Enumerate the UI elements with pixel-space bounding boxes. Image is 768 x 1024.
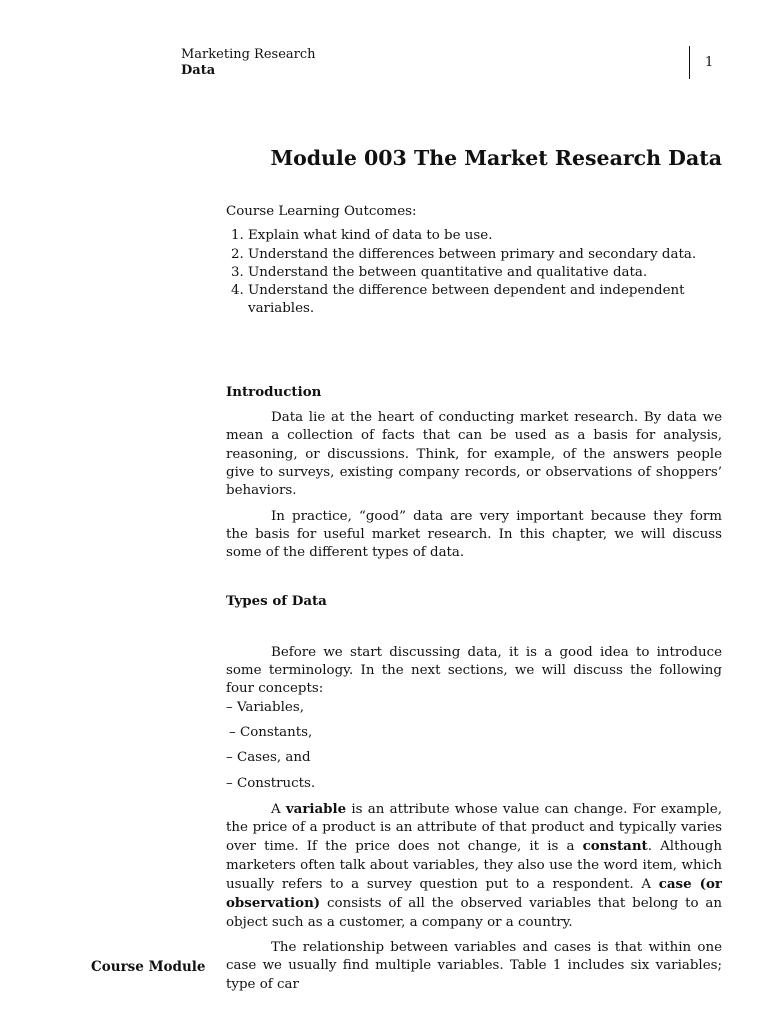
outcome-item: 3. Understand the between quantitative and qualitative data.: [248, 264, 722, 282]
introduction-paragraph: In practice, “good” data are very important because they form the basis for useful market research. In this chapter, we will discuss some of the different types of data.: [226, 508, 722, 561]
text-run: consists of all the observed variables that belong to an object such as a customer, a company or a country.: [226, 896, 722, 930]
running-header: [181, 47, 316, 79]
concept-item: – Constructs.: [226, 775, 316, 791]
text-run: . Although marketers often talk about variables, they also use the word item, which usually refers to a survey question put to a respondent. A: [226, 839, 722, 893]
term-constant: constant: [582, 838, 648, 855]
types-of-data-heading: Types of Data: [226, 593, 327, 610]
concept-item: – Variables,: [226, 699, 304, 715]
variable-definition-paragraph: [226, 800, 722, 932]
introduction-heading: Introduction: [226, 383, 322, 400]
page-number: 1: [705, 55, 714, 70]
outcome-item: 2. Understand the differences between primary and secondary data.: [248, 246, 722, 264]
outcomes-list: [226, 227, 722, 318]
term-case: case (or observation): [226, 876, 722, 912]
page-content: [226, 143, 722, 1001]
text-run: is an attribute whose value can change. For example, the price of a product is an attribute of that product and typically varies over time. If the price does not change, it is a: [226, 801, 722, 855]
outcomes-heading: Course Learning Outcomes:: [226, 204, 417, 219]
header-subject: Marketing Research: [181, 47, 316, 62]
outcome-item: 4. Understand the difference between dependent and independent variables.: [248, 282, 722, 319]
outcome-item: 1. Explain what kind of data to be use.: [248, 227, 722, 245]
header-divider: [689, 46, 690, 79]
text-run: A: [271, 801, 286, 817]
concept-item: – Cases, and: [226, 750, 311, 766]
footer-course-module: Course Module: [91, 959, 206, 975]
term-variable: variable: [285, 800, 347, 817]
introduction-paragraph: Data lie at the heart of conducting market research. By data we mean a collection of facts that can be used as a basis for analysis, reasoning, or discussions. Think, for example, of the answers people give to surveys, existing company records, or observations of shoppers’ behaviors.: [226, 410, 722, 499]
relationship-paragraph: The relationship between variables and cases is that within one case we usually find multiple variables. Table 1 includes six variables; type of car: [226, 939, 722, 992]
header-topic: Data: [181, 63, 216, 78]
terminology-paragraph: Before we start discussing data, it is a good idea to introduce some terminology. In the next sections, we will discuss the following four concepts:: [226, 644, 722, 697]
module-title: Module 003 The Market Research Data: [270, 146, 722, 170]
concept-item: – Constants,: [229, 724, 313, 740]
